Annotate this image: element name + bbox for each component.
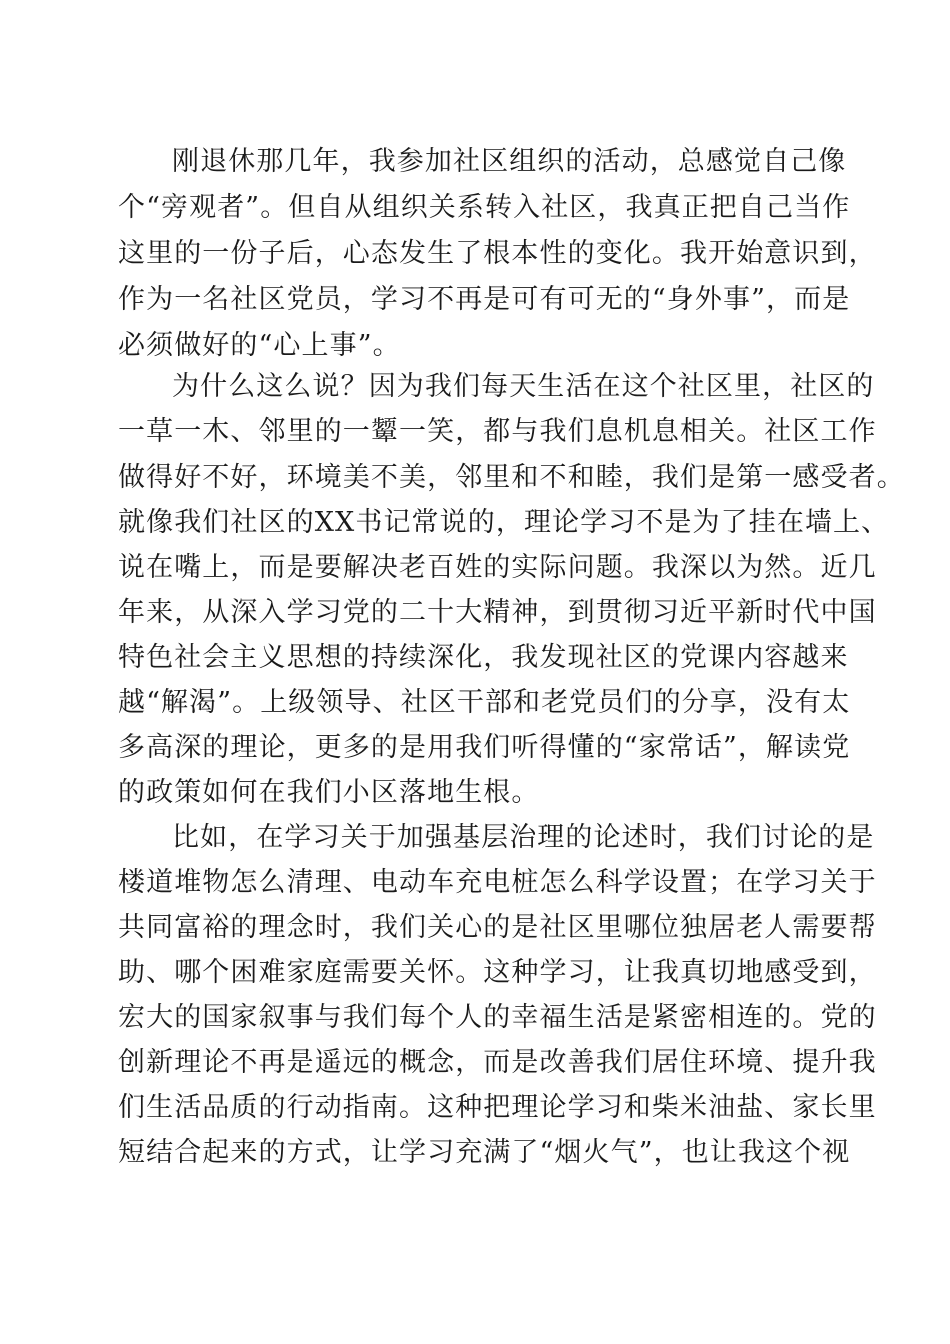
- paragraph-2-line-10: 的政策如何在我们小区落地生根。: [118, 777, 540, 808]
- paragraph-2-line-7: 特色社会主义思想的持续深化，我发现社区的党课内容越来: [118, 642, 849, 673]
- paragraph-1-line-3: 这里的一份子后，心态发生了根本性的变化。我开始意识到，: [118, 238, 877, 269]
- paragraph-2-line-5: 说在嘴上，而是要解决老百姓的实际问题。我深以为然。近几: [118, 552, 877, 583]
- paragraph-2-line-8: 越“解渴”。上级领导、社区干部和老党员们的分享，没有太: [118, 687, 851, 718]
- paragraph-3-line-2: 楼道堆物怎么清理、电动车充电桩怎么科学设置；在学习关于: [118, 867, 877, 898]
- paragraph-1-line-2: 个“旁观者”。但自从组织关系转入社区，我真正把自己当作: [118, 192, 851, 223]
- paragraph-3-line-8: 短结合起来的方式，让学习充满了“烟火气”，也让我这个视: [118, 1137, 851, 1168]
- paragraph-1-line-5: 必须做好的“心上事”。: [118, 330, 401, 361]
- paragraph-3-line-3: 共同富裕的理念时，我们关心的是社区里哪位独居老人需要帮: [118, 912, 877, 943]
- paragraph-2-line-2: 一草一木、邻里的一颦一笑，都与我们息机息相关。社区工作: [118, 416, 877, 447]
- paragraph-2-line-3: 做得好不好，环境美不美，邻里和不和睦，我们是第一感受者。: [118, 462, 905, 493]
- paragraph-2-line-9: 多高深的理论，更多的是用我们听得懂的“家常话”，解读党: [118, 732, 851, 763]
- paragraph-1-line-4: 作为一名社区党员，学习不再是可有可无的“身外事”，而是: [118, 284, 851, 315]
- paragraph-3-line-7: 们生活品质的行动指南。这种把理论学习和柴米油盐、家长里: [118, 1092, 877, 1123]
- paragraph-3-line-5: 宏大的国家叙事与我们每个人的幸福生活是紧密相连的。党的: [118, 1002, 877, 1033]
- paragraph-3-line-1: 比如，在学习关于加强基层治理的论述时，我们讨论的是: [172, 822, 875, 853]
- paragraph-2-line-4: 就像我们社区的XX书记常说的，理论学习不是为了挂在墙上、: [118, 507, 890, 538]
- paragraph-3-line-6: 创新理论不再是遥远的概念，而是改善我们居住环境、提升我: [118, 1047, 877, 1078]
- paragraph-1-line-1: 刚退休那几年，我参加社区组织的活动，总感觉自己像: [172, 146, 847, 177]
- paragraph-2-line-1: 为什么这么说？因为我们每天生活在这个社区里，社区的: [172, 371, 875, 402]
- paragraph-2-line-6: 年来，从深入学习党的二十大精神，到贯彻习近平新时代中国: [118, 597, 877, 628]
- paragraph-3-line-4: 助、哪个困难家庭需要关怀。这种学习，让我真切地感受到，: [118, 957, 877, 988]
